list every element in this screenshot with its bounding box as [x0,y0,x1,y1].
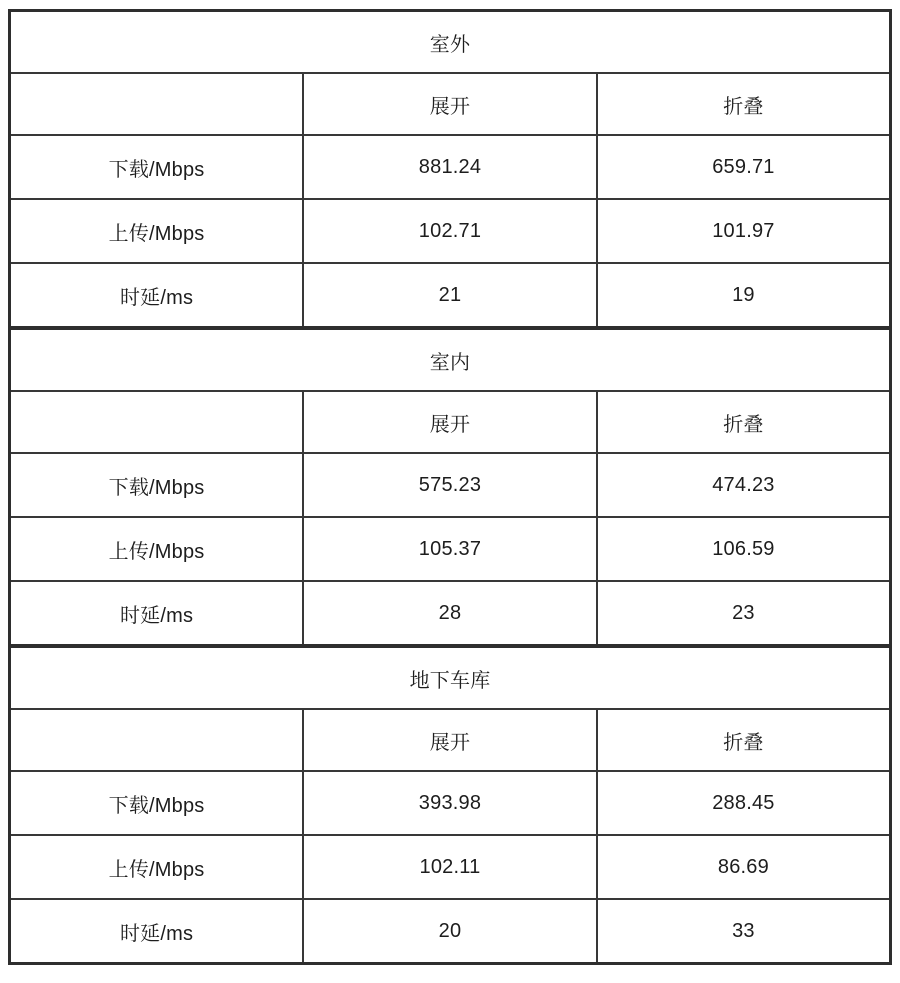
value-cell: 21 [303,263,597,328]
column-header-row [10,73,891,135]
value-cell: 19 [597,263,891,328]
row-label: 下载/Mbps [10,771,304,835]
row-label: 下载/Mbps [10,453,304,517]
column-header-folded: 折叠 [597,709,891,771]
row-label: 上传/Mbps [10,199,304,263]
row-label: 下载/Mbps [10,135,304,199]
row-label: 上传/Mbps [10,517,304,581]
table-row-latency [10,899,891,964]
table-row-upload [10,199,891,263]
header-empty-cell [10,391,304,453]
value-cell: 881.24 [303,135,597,199]
section-title: 室外 [10,11,891,74]
column-header-folded: 折叠 [597,391,891,453]
section-table-indoor [8,327,892,647]
value-cell: 393.98 [303,771,597,835]
table-row-upload [10,835,891,899]
section-table-garage [8,645,892,965]
table-row-upload [10,517,891,581]
column-header-row [10,391,891,453]
value-cell: 101.97 [597,199,891,263]
value-cell: 288.45 [597,771,891,835]
row-label: 时延/ms [10,263,304,328]
column-header-row [10,709,891,771]
value-cell: 86.69 [597,835,891,899]
value-cell: 106.59 [597,517,891,581]
section-title: 室内 [10,329,891,392]
value-cell: 575.23 [303,453,597,517]
column-header-expanded: 展开 [303,391,597,453]
column-header-expanded: 展开 [303,709,597,771]
value-cell: 33 [597,899,891,964]
value-cell: 23 [597,581,891,646]
row-label: 时延/ms [10,899,304,964]
section-table-outdoor [8,9,892,329]
table-row-download [10,135,891,199]
value-cell: 659.71 [597,135,891,199]
value-cell: 20 [303,899,597,964]
value-cell: 102.71 [303,199,597,263]
column-header-expanded: 展开 [303,73,597,135]
table-row-download [10,771,891,835]
section-title-row [10,11,891,74]
column-header-folded: 折叠 [597,73,891,135]
row-label: 时延/ms [10,581,304,646]
value-cell: 102.11 [303,835,597,899]
row-label: 上传/Mbps [10,835,304,899]
table-row-latency [10,263,891,328]
table-row-download [10,453,891,517]
header-empty-cell [10,73,304,135]
table-row-latency [10,581,891,646]
value-cell: 105.37 [303,517,597,581]
header-empty-cell [10,709,304,771]
section-title: 地下车库 [10,647,891,710]
section-title-row [10,329,891,392]
value-cell: 474.23 [597,453,891,517]
section-title-row [10,647,891,710]
value-cell: 28 [303,581,597,646]
